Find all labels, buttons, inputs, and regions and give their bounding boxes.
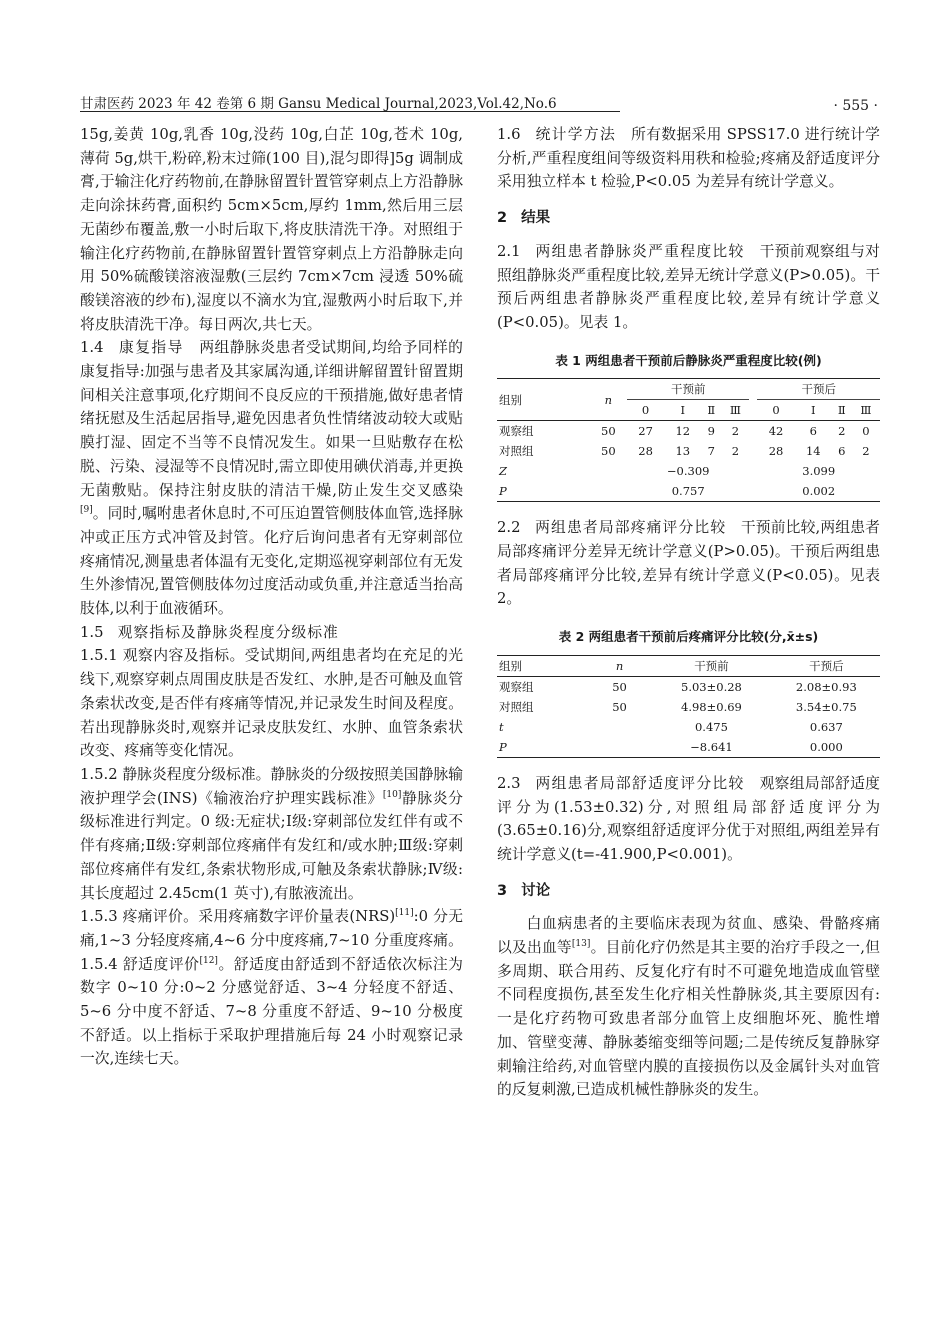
section-number: 2.2 — [497, 519, 521, 537]
grade-header: Ⅲ — [721, 400, 749, 421]
table-row — [497, 717, 880, 737]
row-label: t — [499, 719, 504, 734]
cell: 9 — [707, 424, 715, 439]
table-row — [497, 697, 880, 717]
header-rule — [80, 111, 620, 112]
section-number: 2 — [497, 210, 508, 227]
section-1-5-3 — [80, 905, 463, 952]
table-1-caption: 表 1 两组患者干预前后静脉炎严重程度比较(例) — [555, 352, 822, 368]
cell: 28 — [768, 444, 784, 459]
cell: 12 — [675, 424, 691, 439]
section-number: 1.6 — [497, 126, 521, 143]
section-1-5-4 — [80, 953, 463, 1072]
section-text-cont: 。舒适度由舒适到不舒适依次标注为数字 0~10 分:0~2 分感觉舒适、3~4 分轻度不舒适、5~6 分中度不舒适、7~8 分重度不舒适、9~10 分极度不舒适。以上指标于采取护理措施后每 24 小时观察记录一次,连续七天。 — [80, 955, 463, 1068]
section-title: 讨论 — [521, 882, 551, 899]
grade-header: Ⅱ — [832, 400, 852, 421]
table-1 — [497, 378, 880, 502]
table-header-after: 干预后 — [757, 379, 880, 400]
section-2-heading — [497, 207, 880, 231]
section-text: 两组静脉炎患者受试期间,均给予同样的康复指导:加强与患者及其家属沟通,详细讲解留置针留置期间相关注意事项,化疗期间不良反应的干预措施,做好患者情绪抚慰及生活起居指导,避免因患者负性情绪波动较大或贴膜打湿、固定不当等不良情况发生。如果一旦贴敷存在松脱、污染、浸湿等不良情况时,需立即使用碘伏消毒,并更换无菌敷贴。保持注射皮肤的清洁干燥,防止发生交叉感染 — [80, 339, 463, 499]
cell: 2 — [838, 424, 846, 439]
table-header-before: 干预前 — [627, 379, 749, 400]
cell: 28 — [638, 444, 653, 459]
cell: 0 — [862, 424, 870, 439]
table-row — [497, 441, 880, 461]
cell: 2 — [731, 444, 740, 459]
cell: 0.475 — [694, 719, 728, 734]
discussion-paragraph — [497, 912, 880, 1102]
table-row — [497, 737, 880, 758]
row-label: 观察组 — [499, 679, 534, 694]
cell: 0.000 — [809, 739, 843, 754]
grade-header: 0 — [627, 400, 664, 421]
table-row — [497, 421, 880, 442]
section-text-cont: 。同时,嘱咐患者休息时,不可压迫置管侧肢体血管,选择脉冲或正压方式冲管及封管。化疗后询问患者有无穿刺部位疼痛情况,测量患者体温有无变化,定期巡视穿刺部位有无发生外渗情况,置管侧肢体勿过度活动或负重,并注意适当抬高肢体,以利于血液循环。 — [80, 505, 463, 618]
table-header: 组别 — [497, 655, 589, 676]
section-title: 观察指标及静脉炎程度分级标准 — [117, 623, 339, 641]
cell: 2.08±0.93 — [795, 679, 857, 694]
table-row — [497, 676, 880, 697]
section-number: 3 — [497, 882, 508, 899]
reference-9: [9] — [80, 505, 93, 516]
section-text-cont: :0 分无痛,1~3 分轻度疼痛,4~6 分中度疼痛,7~10 分重度疼痛。 — [80, 908, 463, 949]
grade-header: Ⅰ — [664, 400, 701, 421]
grade-header: Ⅱ — [701, 400, 721, 421]
reference-10: [10] — [382, 789, 402, 800]
row-label: P — [499, 484, 507, 499]
row-label: Z — [499, 464, 507, 479]
section-2-1 — [497, 240, 880, 335]
section-title: 两组患者静脉炎严重程度比较 — [535, 242, 745, 260]
section-text: 观察组局部舒适度评分为(1.53±0.32)分,对照组局部舒适度评分为(3.65±0.16)分,观察组舒适度评分优于对照组,两组差异有统计学意义(t=-41.900,P<0.001)。 — [497, 774, 880, 863]
section-number: 1.5 — [80, 623, 104, 641]
paragraph-preparation: 15g,姜黄 10g,乳香 10g,没药 10g,白芷 10g,苍术 10g,薄荷 5g,烘干,粉碎,粉末过筛(100 目),混匀即得]5g 调制成膏,于输注化疗药物前,在静脉留置针置管穿刺点上方沿静脉走向涂抹药膏,面积约 5cm×5cm,厚约 1mm,然后用三层无菌纱布覆盖,敷一小时后取下,将皮肤清洗干净。对照组于输注化疗药物前,在静脉留置针置管穿刺点上方沿静脉走向用 50%硫酸镁溶液湿敷(三层约 7cm×7cm 浸透 50%硫酸镁溶液的纱布),湿度以不滴水为宜,湿敷两小时后取下,并将皮肤清洗干净。每日两次,共七天。 — [80, 126, 463, 333]
running-header: 甘肃医药 2023 年 42 卷第 6 期 Gansu Medical Journal,2023,Vol.42,No.6 — [80, 96, 557, 112]
cell: 3.54±0.75 — [795, 699, 857, 714]
section-text-cont: 。目前化疗仍然是其主要的治疗手段之一,但多周期、联合用药、反复化疗有时不可避免地造成血管壁不同程度损伤,甚至发生化疗相关性静脉炎,其主要原因有:一是化疗药物可致患者部分血管上皮细胞坏死、脆性增加、管壁变薄、静脉萎缩变细等问题;二是传统反复静脉穿刺输注给药,对血管壁内膜的直接损伤以及金属针头对血管的反复刺激,已造成机械性静脉炎的发生。 — [497, 939, 880, 1099]
grade-header: 0 — [757, 400, 794, 421]
cell: 5.03±0.28 — [681, 679, 742, 694]
cell: 50 — [612, 679, 627, 694]
section-title: 结果 — [521, 210, 551, 227]
cell: 13 — [675, 444, 691, 459]
section-text: 白血病患者的主要临床表现为贫血、感染、骨骼疼痛以及出血等 — [497, 915, 880, 957]
section-3-heading — [497, 880, 880, 904]
section-1-6 — [497, 123, 880, 194]
reference-11: [11] — [395, 908, 414, 919]
section-1-4 — [80, 336, 463, 620]
table-2-caption: 表 2 两组患者干预前后疼痛评分比较(分,x̄±s) — [558, 629, 819, 645]
cell: −0.309 — [666, 464, 710, 479]
section-1-5 — [80, 621, 463, 645]
cell: 0.002 — [802, 484, 836, 499]
cell: 6 — [838, 444, 846, 459]
reference-13: [13] — [571, 939, 591, 950]
page-number: · 555 · — [833, 98, 878, 114]
table-header-n: n — [590, 379, 627, 421]
cell: 50 — [601, 444, 616, 459]
table-row — [497, 481, 880, 502]
cell: 3.099 — [802, 464, 836, 479]
section-2-2 — [497, 516, 880, 611]
cell: 0.637 — [809, 719, 843, 734]
cell: 2 — [731, 424, 740, 439]
cell: 50 — [612, 699, 627, 714]
table-header-group: 组别 — [497, 379, 590, 421]
section-1-5-1: 1.5.1 观察内容及指标。受试期间,两组患者均在充足的光线下,观察穿刺点周围皮肤是否发红、水肿,是否可触及血管条索状改变,是否伴有疼痛等情况,并记录发生时间及程度。若出现静脉炎时,观察并记录皮肤发红、水肿、血管条索状改变、疼痛等变化情况。 — [80, 647, 463, 760]
section-text-cont: 静脉炎分级标准进行判定。0 级:无症状;Ⅰ级:穿刺部位发红伴有或不伴有疼痛;Ⅱ级:穿刺部位疼痛伴有发红和/或水肿;Ⅲ级:穿刺部位疼痛伴有发红,条索状物形成,可触及条索状静脉;Ⅳ级:其长度超过 2.45cm(1 英寸),有脓液流出。 — [80, 789, 463, 902]
table-row — [497, 461, 880, 481]
section-text: 干预前比较,两组患者局部疼痛评分差异无统计学意义(P>0.05)。干预后两组患者局部疼痛评分比较,差异有统计学意义(P<0.05)。见表 2。 — [497, 519, 880, 608]
section-title: 统计学方法 — [535, 126, 617, 143]
cell: 4.98±0.69 — [681, 699, 742, 714]
cell — [589, 717, 650, 737]
row-label: P — [499, 739, 507, 754]
cell: 0.757 — [671, 484, 705, 499]
cell: −8.641 — [690, 739, 733, 754]
section-title: 康复指导 — [118, 339, 184, 357]
section-title: 两组患者局部舒适度评分比较 — [535, 774, 745, 792]
section-number: 2.1 — [497, 242, 521, 260]
right-column — [497, 123, 880, 1102]
grade-header: Ⅰ — [795, 400, 832, 421]
section-text: 所有数据采用 SPSS17.0 进行统计学分析,严重程度组间等级资料用秩和检验;疼痛及舒适度评分采用独立样本 t 检验,P<0.05 为差异有统计学意义。 — [497, 126, 880, 191]
section-number: 1.4 — [80, 339, 104, 357]
section-text: 干预前观察组与对照组静脉炎严重程度比较,差异无统计学意义(P>0.05)。干预后两组患者静脉炎严重程度比较,差异有统计学意义(P<0.05)。见表 1。 — [497, 242, 880, 331]
section-title: 两组患者局部疼痛评分比较 — [535, 519, 727, 537]
row-label: 对照组 — [499, 444, 534, 459]
section-1-5-2 — [80, 763, 463, 905]
table-header: 干预后 — [773, 655, 880, 676]
left-column — [80, 123, 463, 1071]
reference-12: [12] — [199, 955, 218, 966]
table-2 — [497, 655, 880, 758]
cell: 50 — [601, 424, 616, 439]
cell: 6 — [809, 424, 817, 439]
cell: 27 — [638, 424, 653, 439]
cell: 7 — [707, 444, 715, 459]
table-header: n — [589, 655, 650, 676]
row-label: 对照组 — [499, 699, 534, 714]
row-label: 观察组 — [499, 424, 534, 439]
cell: 2 — [862, 444, 870, 459]
table-header: 干预前 — [650, 655, 773, 676]
section-number: 2.3 — [497, 774, 521, 792]
cell — [589, 737, 650, 758]
section-text: 1.5.4 舒适度评价 — [80, 955, 200, 973]
section-text: 1.5.3 疼痛评价。采用疼痛数字评价量表(NRS) — [80, 908, 396, 926]
cell: 14 — [805, 444, 821, 459]
cell: 42 — [768, 424, 784, 439]
section-2-3 — [497, 772, 880, 867]
grade-header: Ⅲ — [852, 400, 880, 421]
section-text: 1.5.2 静脉炎程度分级标准。静脉炎的分级按照美国静脉输液护理学会(INS)《输液治疗护理实践标准》 — [80, 765, 463, 807]
